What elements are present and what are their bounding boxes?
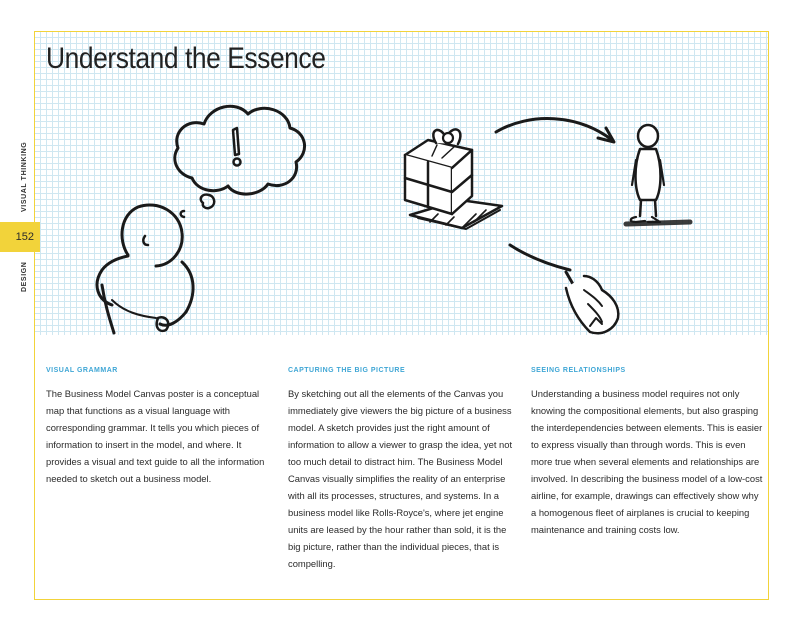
column-body: Understanding a business model requires not only knowing the compositional elements, but also grasping the interdependencies between elements. This is easier to express visually than through words. This is even more true when several elements and relationships are involved. In describing the business model of a low-cost airline, for example, drawings can effectively show why a homogenous fleet of airplanes is crucial to keeping maintenance and training costs low. [531, 388, 763, 535]
thinking-person-icon [97, 205, 193, 333]
thought-bubble-icon [175, 106, 305, 217]
hand-drawing-pen-icon [510, 245, 618, 333]
standing-person-icon [626, 125, 690, 224]
column-heading: VISUAL GRAMMAR [46, 367, 118, 374]
side-label-section: VISUAL THINKING [21, 141, 28, 212]
column-body: The Business Model Canvas poster is a conceptual map that functions as a visual language with corresponding grammar. It tells you which pieces of information to insert in the model, and where. It provides a visual and text guide to all the information needed to sketch out a business model. [46, 388, 265, 484]
page-number-tab: 152 [0, 222, 40, 252]
column-body: By sketching out all the elements of the Canvas you immediately give viewers the big picture of a business model. A sketch provides just the right amount of information to allow a viewer to grasp the idea, yet not too much detail to distract him. The Business Model Canvas visually simplifies the reality of an enterprise with all its processes, structures, and systems. In a business model like Rolls-Royce's, where jet engine units are leased by the hour rather than sold, it is the big picture, rather than the individual pieces, that is compelling. [288, 388, 513, 569]
column-heading: SEEING RELATIONSHIPS [531, 367, 626, 374]
side-label-chapter: DESIGN [21, 261, 28, 292]
column-visual-grammar [46, 367, 278, 487]
arrow-icon [496, 119, 612, 140]
gift-box-on-cart-icon [405, 129, 502, 229]
page-title: Understand the Essence [46, 42, 326, 75]
column-heading: CAPTURING THE BIG PICTURE [288, 367, 406, 374]
column-seeing-relationships [531, 367, 763, 538]
column-big-picture [288, 367, 520, 572]
